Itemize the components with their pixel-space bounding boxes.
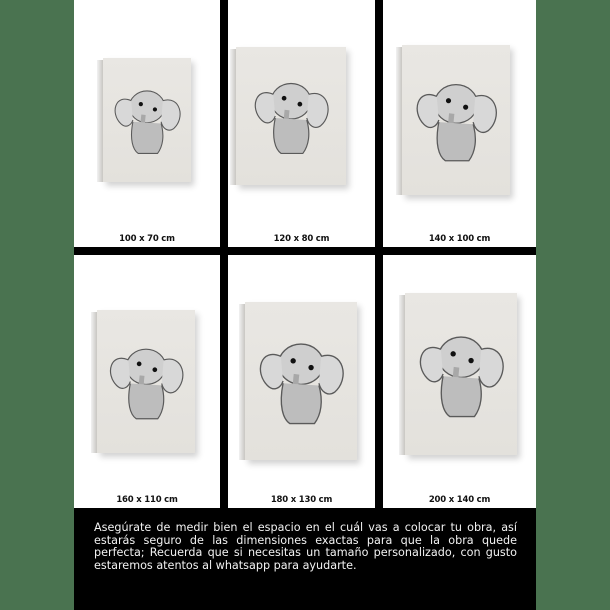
size-label: 140 x 100 cm: [428, 234, 491, 244]
size-label: 100 x 70 cm: [119, 234, 175, 244]
elephant-artwork-icon: [97, 310, 195, 453]
canvas-preview: [97, 310, 195, 453]
elephant-artwork-icon: [402, 45, 510, 195]
size-label: 200 x 140 cm: [428, 495, 491, 505]
size-cell-5: [228, 255, 375, 508]
elephant-artwork-icon: [103, 58, 191, 182]
size-cell-1: [74, 0, 220, 247]
info-panel: [74, 508, 536, 610]
size-label: 120 x 80 cm: [273, 234, 330, 244]
size-cell-4: [74, 255, 220, 508]
size-cell-2: [228, 0, 375, 247]
elephant-artwork-icon: [245, 302, 357, 460]
size-cell-3: [383, 0, 536, 247]
size-cell-6: [383, 255, 536, 508]
canvas-preview: [236, 47, 346, 185]
canvas-preview: [245, 302, 357, 460]
size-label: 180 x 130 cm: [270, 495, 333, 505]
elephant-artwork-icon: [236, 47, 346, 185]
size-guide-sheet: [74, 0, 536, 610]
info-text: Asegúrate de medir bien el espacio en el cuál vas a colocar tu obra, así estarás seguro de las dimensiones exactas para que la obra quede perfecta; Recuerda que si necesitas un tamaño personalizado, con gusto estaremos atentos al whatsapp para ayudarte.: [94, 521, 517, 572]
canvas-preview: [402, 45, 510, 195]
canvas-preview: [405, 293, 517, 455]
canvas-preview: [103, 58, 191, 182]
elephant-artwork-icon: [405, 293, 517, 455]
size-label: 160 x 110 cm: [116, 495, 178, 505]
